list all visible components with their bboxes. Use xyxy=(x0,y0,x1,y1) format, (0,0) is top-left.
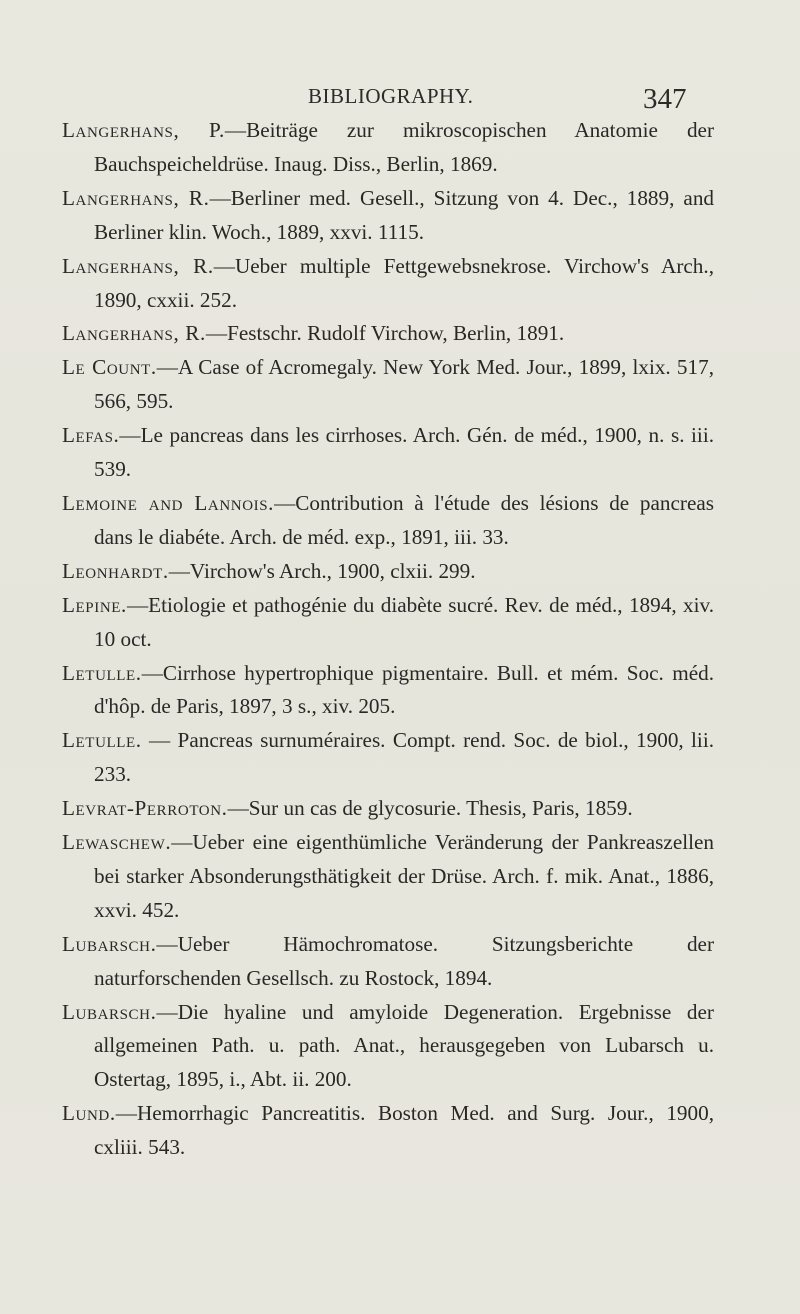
entry-author: Langerhans, P. xyxy=(62,118,225,142)
entry-text: —Ueber eine eigenthümliche Veränderung der Pankreaszellen bei starker Absonderungsthätigkeit der Drüse. Arch. f. mik. Anat., 1886, xxvi. 452. xyxy=(94,830,714,922)
entry-author: Lubarsch. xyxy=(62,999,157,1024)
entry-text: —Festschr. Rudolf Virchow, Berlin, 1891. xyxy=(205,321,565,346)
entry-text: —Virchow's Arch., 1900, clxii. 299. xyxy=(168,558,476,583)
bibliography-entry xyxy=(62,792,714,826)
entry-text: —Berliner med. Gesell., Sitzung von 4. Dec., 1889, and Berliner klin. Woch., 1889, xxvi. 1115. xyxy=(94,185,715,244)
entry-text: —Hemorrhagic Pancreatitis. Boston Med. and Surg. Jour., 1900, cxliii. 543. xyxy=(94,1101,714,1160)
bibliography-entry xyxy=(62,589,714,657)
bibliography-entry xyxy=(62,555,714,589)
entry-text: —Beiträge zur mikroscopischen Anatomie der Bauchspeicheldrüse. Inaug. Diss., Berlin, 1869. xyxy=(94,118,715,176)
entry-text: —Le pancreas dans les cirrhoses. Arch. Gén. de méd., 1900, n. s. iii. 539. xyxy=(94,423,714,482)
entry-text: —Cirrhose hypertrophique pigmentaire. Bull. et mém. Soc. méd. d'hôp. de Paris, 1897, 3 s., xiv. 205. xyxy=(94,660,714,719)
entry-author: Lund. xyxy=(62,1101,116,1126)
bibliography-entry xyxy=(62,487,714,555)
entry-author: Leonhardt. xyxy=(62,558,169,583)
entry-author: Letulle. xyxy=(62,728,142,753)
entry-author: Langerhans, R. xyxy=(62,253,214,278)
entry-text: —Ueber multiple Fettgewebsnekrose. Virchow's Arch., 1890, cxxii. 252. xyxy=(94,253,714,312)
entry-text: —Contribution à l'étude des lésions de pancreas dans le diabéte. Arch. de méd. exp., 1891, iii. 33. xyxy=(94,490,714,549)
bibliography-entry xyxy=(62,182,714,250)
entry-author: Le Count. xyxy=(62,355,157,380)
running-head: BIBLIOGRAPHY. xyxy=(308,84,474,108)
bibliography-entry xyxy=(62,657,714,725)
entry-author: Lemoine and Lannois. xyxy=(62,490,275,515)
bibliography-entry xyxy=(62,996,714,1098)
bibliography-entry xyxy=(62,114,714,182)
bibliography-entry xyxy=(62,1097,714,1165)
bibliography-entry xyxy=(62,351,714,419)
entry-author: Levrat-Perroton. xyxy=(62,796,228,821)
bibliography-entry xyxy=(62,250,714,318)
entry-author: Langerhans, R. xyxy=(62,321,206,346)
bibliography-list xyxy=(62,114,714,1165)
bibliography-entry xyxy=(62,928,714,996)
bibliography-entry xyxy=(62,419,714,487)
entry-text: —Etiologie et pathogénie du diabète sucré. Rev. de méd., 1894, xiv. 10 oct. xyxy=(94,592,714,651)
bibliography-entry xyxy=(62,724,714,792)
entry-text: — Pancreas surnuméraires. Compt. rend. Soc. de biol., 1900, lii. 233. xyxy=(94,728,714,787)
entry-author: Letulle. xyxy=(62,660,142,685)
entry-author: Lepine. xyxy=(62,592,127,617)
entry-text: —Sur un cas de glycosurie. Thesis, Paris, 1859. xyxy=(227,796,633,821)
entry-text: —Ueber Hämochromatose. Sitzungsberichte der naturforschenden Gesellsch. zu Rostock, 1894. xyxy=(94,931,714,990)
entry-author: Lubarsch. xyxy=(62,931,157,956)
entry-author: Lewaschew. xyxy=(62,830,172,855)
entry-author: Langerhans, R. xyxy=(62,185,210,210)
bibliography-entry xyxy=(62,317,714,351)
entry-text: —Die hyaline und amyloide Degeneration. Ergebnisse der allgemeinen Path. u. path. Anat., herausgegeben von Lubarsch u. Ostertag, 1895, i., Abt. ii. 200. xyxy=(94,999,714,1092)
entry-author: Lefas. xyxy=(62,423,120,448)
entry-text: —A Case of Acromegaly. New York Med. Jour., 1899, lxix. 517, 566, 595. xyxy=(94,355,715,414)
page-number: 347 xyxy=(643,83,687,115)
bibliography-entry xyxy=(62,826,714,928)
